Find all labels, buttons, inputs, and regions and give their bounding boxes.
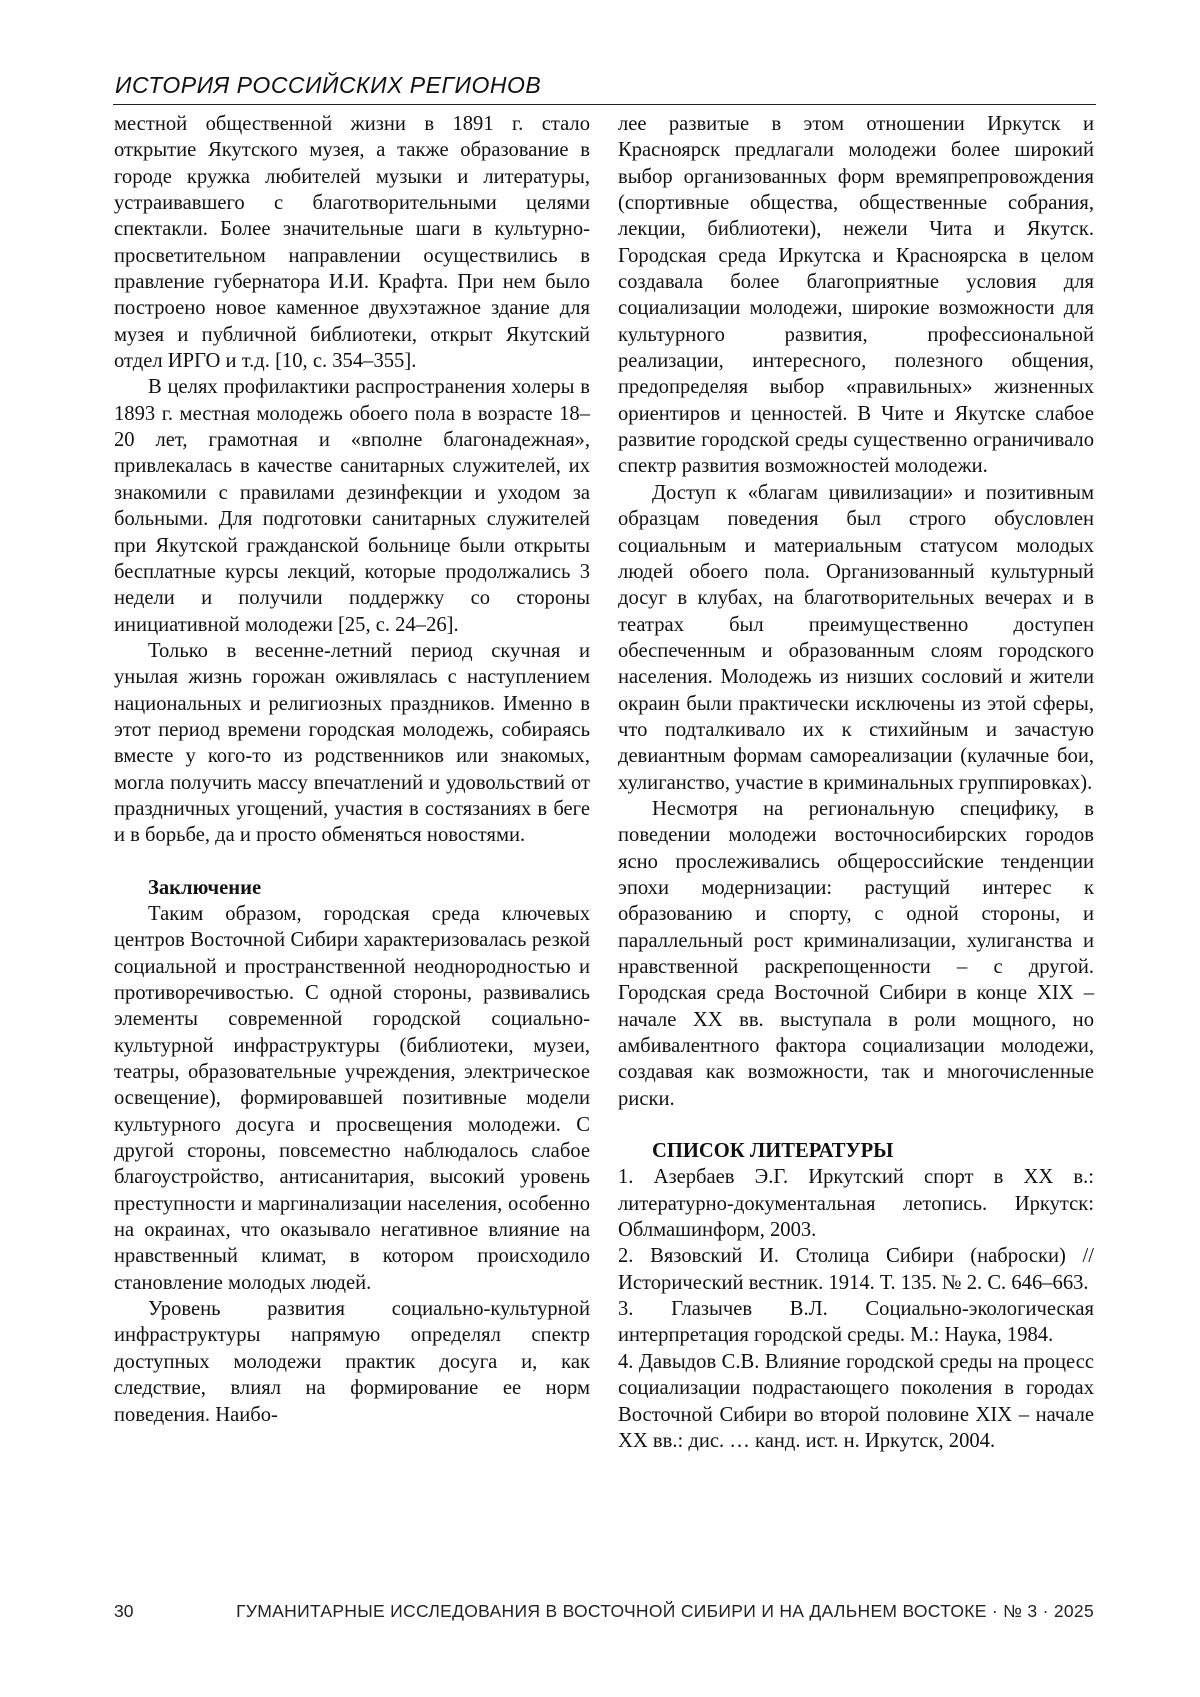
paragraph: Таким образом, городская среда ключевых центров Восточной Сибири характеризовалась резкой социальной и пространственной неоднородностью и противоречивостью. С одной стороны, развивались элементы современной городской социально-культурной инфраструктуры (библиотеки, музеи, театры, образовательные учреждения, электрическое освещение), формировавшей позитивные модели культурного досуга и просвещения молодежи. С другой стороны, повсеместно наблюдалось слабое благоустройство, антисанитария, высокий уровень преступности и маргинализации населения, особенно на окраинах, что оказывало негативное влияние на нравственный климат, в котором происходило становление молодых людей.	[114, 902, 590, 1294]
spacer	[114, 849, 590, 875]
paragraph: Несмотря на региональную специфику, в поведении молодежи восточносибирских городов ясно прослеживались общероссийские тенденции эпохи модернизации: растущий интерес к образованию и спорту, с одной стороны, и параллельный рост криминализации, хулиганства и нравственной раскрепощенности – с другой. Городская среда Восточной Сибири в конце XIX – начале XX вв. выступала в роли мощного, но амбивалентного фактора социализации молодежи, создавая как возможности, так и многочисленные риски.	[618, 797, 1094, 1110]
paragraph: местной общественной жизни в 1891 г. стало открытие Якутского музея, а также образование в городе кружка любителей музыки и литературы, устраивавшего с благотворительными целями спектакли. Более значительные шаги в культурно-просветительном направлении осуществились в правление губернатора И.И. Крафта. При нем было построено новое каменное двухэтажное здание для музея и публичной библиотеки, открыт Якутский отдел ИРГО и т.д. [10, с. 354–355].	[114, 113, 590, 373]
paragraph: Уровень развития социально-культурной инфраструктуры напрямую определял спектр доступных молодежи практик досуга и, как следствие, влиял на формирование ее норм поведения. Наибо-	[114, 1298, 590, 1426]
running-title: ИСТОРИЯ РОССИЙСКИХ РЕГИОНОВ	[115, 72, 542, 98]
paragraph: В целях профилактики распространения холеры в 1893 г. местная молодежь обоего пола в возрасте 18–20 лет, грамотная и «вполне благонадежная», привлекалась в качестве санитарных служителей, их знакомили с правилами дезинфекции и уходом за больными. Для подготовки санитарных служителей при Якутской гражданской больнице были открыты бесплатные курсы лекций, которые продолжались 3 недели и получили поддержку со стороны инициативной молодежи [25, с. 24–26].	[114, 376, 590, 636]
references-heading: СПИСОК ЛИТЕРАТУРЫ	[652, 1140, 894, 1163]
paragraph: Только в весенне-летний период скучная и унылая жизнь горожан оживлялась с наступлением национальных и религиозных праздников. Именно в этот период времени городская молодежь, собираясь вместе у кого-то из родственников или знакомых, могла получить массу впечатлений и удовольствий от праздничных угощений, участия в состязаниях в беге и в борьбе, да и просто обменяться новостями.	[114, 639, 590, 847]
conclusion-heading: Заключение	[148, 876, 262, 899]
paragraph: Доступ к «благам цивилизации» и позитивным образцам поведения был строго обусловлен социальным и материальным статусом молодых людей обоего пола. Организованный культурный досуг в клубах, на благотворительных вечерах и в театрах был преимущественно доступен обеспеченным и образованным слоям городского населения. Молодежь из низших сословий и жители окраин были практически исключены из этой сферы, что подталкивало их к стихийным и зачастую девиантным формам самореализации (кулачные бои, хулиганство, участие в криминальных группировках).	[618, 481, 1094, 794]
paragraph: лее развитые в этом отношении Иркутск и Красноярск предлагали молодежи более широкий выбор организованных форм времяпрепровождения (спортивные общества, общественные собрания, лекции, библиотеки), нежели Чита и Якутск. Городская среда Иркутска и Красноярска в целом создавала более благоприятные условия для социализации молодежи, широкие возможности для культурного развития, профессиональной реализации, интересного, полезного общения, предопределяя выбор «правильных» жизненных ориентиров и ценностей. В Чите и Якутске слабое развитие городской среды существенно ограничивало спектр развития возможностей молодежи.	[618, 113, 1094, 478]
journal-title: ГУМАНИТАРНЫЕ ИССЛЕДОВАНИЯ В ВОСТОЧНОЙ СИБИРИ И НА ДАЛЬНЕМ ВОСТОКЕ · № 3 · 2025	[236, 1601, 1094, 1621]
reference-item: 4. Давыдов С.В. Влияние городской среды на процесс социализации подрастающего поколения в городах Восточной Сибири во второй половине XIX – начале XX вв.: дис. … канд. ист. н. Иркутск, 2004.	[618, 1350, 1094, 1452]
reference-item: 2. Вязовский И. Столица Сибири (наброски) // Исторический вестник. 1914. Т. 135. № 2. С. 646–663.	[618, 1245, 1094, 1294]
right-column	[618, 111, 1094, 1454]
reference-item: 1. Азербаев Э.Г. Иркутский спорт в XX в.: литературно-документальная летопись. Иркутск: Облмашинформ, 2003.	[618, 1166, 1094, 1242]
spacer	[618, 1112, 1094, 1138]
reference-item: 3. Глазычев В.Л. Социально-экологическая интерпретация городской среды. М.: Наука, 1984.	[618, 1298, 1094, 1347]
page-number: 30	[114, 1601, 134, 1621]
header-rule	[113, 104, 1096, 105]
left-column	[114, 111, 590, 1428]
